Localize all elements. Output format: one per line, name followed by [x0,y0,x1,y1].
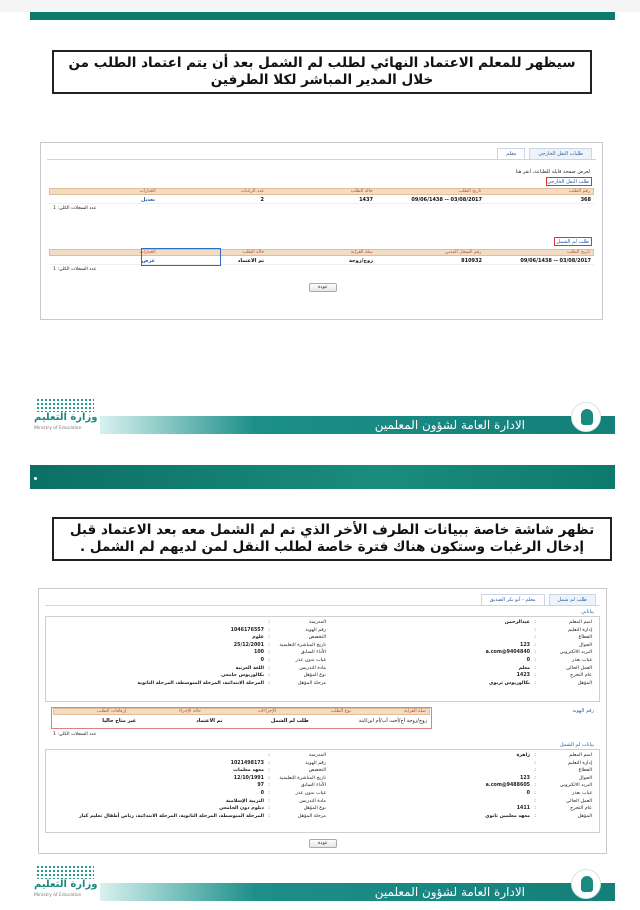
col-relationship: صلة القرابة [404,709,426,714]
field-row [66,649,326,657]
field-row [56,790,326,798]
my-data-left-column [66,619,326,687]
ministry-dots-icon [36,865,94,879]
field-separator: : [534,673,536,679]
field-separator: : [534,620,536,625]
field-row [352,767,592,775]
cell-status-approved: تم الاعتماد [237,258,264,264]
field-row [66,672,326,680]
field-value: 100 [253,650,264,656]
field-value: بكالوريوس جامعي [221,673,264,679]
field-row [56,813,326,821]
transfer-section-title: طلب النقل الخارجي [547,179,589,185]
field-label: غياب بدون عذر [295,657,326,663]
cell-status-approved: تم الاعتماد [196,718,223,724]
ministry-name-ar: وزارة التعليم [34,879,98,890]
field-label: المؤهل [577,680,592,686]
field-label: غياب بعذر [572,790,592,796]
field-value: 1423 [516,673,530,679]
table-row [49,257,594,265]
field-separator: : [268,642,270,648]
field-row [352,782,592,790]
field-separator: : [534,650,536,656]
field-row [352,619,592,627]
field-value: a.com@9404840 [485,650,530,656]
field-value: 1046176557 [230,627,264,633]
field-row [66,657,326,665]
cell-request-date: 03/08/2017 -- 09/06/1438 [520,258,591,264]
cell-wishes-count: 2 [260,197,264,203]
col-request-number: رقم الطلب [568,189,590,194]
tab-teacher[interactable]: معلم [497,148,525,159]
tab-bar [497,148,592,159]
field-label: إدارة التعليم [568,627,592,633]
field-label: عام التخرج [570,806,592,812]
field-value: 1021498173 [230,760,264,766]
col-attachments: إرفاقات الطلب [97,709,126,714]
field-row [352,665,592,673]
field-label: المدرسة [309,620,326,625]
relationship-record-count: عدد السجلات الكلي: 1 [53,732,97,737]
field-row [352,752,592,760]
field-row [56,805,326,813]
cell-relationship: زوج/زوجة [348,258,373,264]
field-row [352,657,592,665]
field-separator: : [534,657,536,663]
field-label: مرحلة المؤهل [297,680,326,686]
footer-bar [100,416,615,434]
field-row [352,790,592,798]
field-separator: : [534,790,536,796]
field-separator: : [268,775,270,781]
field-row [56,752,326,760]
col-request-type: نوع الطلب [330,709,351,714]
col-relationship: صلة القرابة [350,250,373,255]
field-value: بكالوريوس تربوي [488,680,530,686]
department-logo-icon [571,869,601,899]
ministry-name-en: Ministry of Education [34,426,82,431]
field-row [352,634,592,642]
field-label: البريد الالكتروني [559,650,592,656]
field-label: البريد الالكتروني [559,783,592,789]
field-label: نوع المؤهل [303,806,326,812]
col-wishes-count: عدد الرغبات [240,189,265,194]
field-separator: : [534,665,536,671]
field-label: التخصص [308,635,326,641]
field-row [352,775,592,783]
field-row [352,760,592,768]
field-row [66,680,326,688]
field-value: المرحلة الابتدائية، المرحلة المتوسطة، المرحلة الثانوية [137,680,264,686]
ministry-dots-icon [36,398,94,412]
table-row [49,196,594,204]
field-value: علوم [252,635,264,641]
field-label: غياب بعذر [572,657,592,663]
field-separator: : [534,813,536,819]
tab-external-transfer[interactable]: طلبات النقل الخارجي [529,148,592,159]
cell-civil-record: 810932 [461,258,482,264]
field-separator: : [534,768,536,774]
transfer-record-count: عدد السجلات الكلي: 1 [53,206,97,211]
field-value: 1411 [516,806,530,812]
field-label: العمل الحالي [566,665,592,671]
field-separator: : [268,673,270,679]
id-number-label: رقم الهوية [572,708,594,714]
field-row [56,775,326,783]
field-row [66,665,326,673]
cell-request-status: 1437 [359,197,373,203]
department-logo-icon [571,402,601,432]
cell-request-date: 03/08/2017 -- 09/06/1438 [411,197,482,203]
slide-2 [30,465,615,910]
field-row [66,642,326,650]
field-label: القطاع [578,635,592,641]
field-separator: : [268,790,270,796]
field-separator: : [268,665,270,671]
field-label: تاريخ المباشرة التعليمية [279,775,326,781]
field-row [352,627,592,635]
field-row [56,782,326,790]
field-label: غياب بدون عذر [295,790,326,796]
partner-data-left-column [56,752,326,820]
col-options: الخيارات [139,189,156,194]
field-row [352,642,592,650]
field-separator: : [534,680,536,686]
embedded-screenshot-2 [38,588,607,854]
field-separator: : [268,680,270,686]
field-separator: : [268,798,270,804]
field-label: الأداء السابق [300,650,326,656]
field-label: رقم الهوية [305,760,326,766]
field-row [352,813,592,821]
field-value: 97 [257,783,264,789]
field-separator: : [534,760,536,766]
col-options: الخيارات [139,250,156,255]
ministry-name-en: Ministry of Education [34,893,82,898]
slide-1-caption: سيظهر للمعلم الاعتماد النهائي لطلب لم الشمل بعد أن يتم اعتماد الطلب من خلال المدير المباشر لكلا الطرفين [52,50,592,94]
footer [30,412,615,440]
cell-attachments: غير متاح حاليا [102,718,137,724]
field-separator: : [534,753,536,758]
reunion-section-title: طلب لم الشمل [556,239,589,245]
col-request-date: تاريخ الطلب [458,189,482,194]
field-value: المرحلة المتوسطة، المرحلة الثانوية، المرحلة الابتدائية، رياض أطفال تعليم كبار [78,813,264,819]
field-value: معهد معلمين ثانوي [485,813,530,819]
tab-teacher-school[interactable]: معلم - أبو بكر الصديق [481,594,545,605]
field-separator: : [268,753,270,758]
footer-title: الادارة العامة لشؤون المعلمين [374,885,525,899]
field-label: نوع المؤهل [303,673,326,679]
field-row [56,798,326,806]
field-label: إدارة التعليم [568,760,592,766]
footer-bar [100,883,615,901]
col-actions: الإجراءات [257,709,276,714]
ministry-name-ar: وزارة التعليم [34,412,98,423]
field-value: التربية الإسلامية [225,798,264,804]
field-value: زاهرة [516,753,530,758]
table-row [53,717,430,725]
top-gap [0,0,640,12]
field-value: معلم [518,665,530,671]
col-action-status: حالة الإجراء [178,709,201,714]
my-data-right-column [352,619,592,687]
highlight-status-approved [141,248,221,266]
field-row [352,680,592,688]
field-value: 25/12/2001 [233,642,264,648]
field-row [66,619,326,627]
field-separator: : [268,806,270,812]
field-label: العمل الحالي [566,798,592,804]
field-separator: : [534,806,536,812]
col-civil-record: رقم السجل المدني [444,250,482,255]
field-label: المدرسة [309,753,326,758]
field-value: عبدالرحمن [504,620,530,625]
field-separator: : [534,627,536,633]
field-separator: : [268,650,270,656]
transfer-table-header [49,188,594,195]
band-dot [34,477,37,480]
relationship-table-header [53,708,430,715]
field-separator: : [534,775,536,781]
footer-title: الادارة العامة لشؤون المعلمين [374,418,525,432]
field-separator: : [534,798,536,804]
slide-2-caption: تظهر شاشة خاصة ببيانات الطرف الأخر الذي تم لم الشمل معه بعد الاعتماد قبل إدخال الرغبات وستكون هناك فترة خاصة لطلب النقل لمن لديهم لم الشمل . [52,517,612,561]
field-value: 0 [260,790,264,796]
field-label: اسم المعلم [569,620,592,625]
field-value: معهد معلمات [233,768,264,774]
field-separator: : [268,768,270,774]
tab-divider [47,159,596,160]
field-separator: : [534,783,536,789]
field-value: 123 [519,642,530,648]
partner-data-title: بيانات لم الشمل [559,742,594,748]
field-label: التخصص [308,768,326,774]
field-value: 123 [519,775,530,781]
tab-divider [45,605,600,606]
field-separator: : [268,620,270,625]
field-value: 0 [526,790,530,796]
col-request-status: حالة الطلب [242,250,265,255]
field-separator: : [534,642,536,648]
field-label: الجوال [578,642,592,648]
field-separator: : [534,635,536,641]
field-label: المؤهل [577,813,592,819]
field-separator: : [268,627,270,633]
field-value: دبلوم دون الجامعي [219,806,264,812]
field-separator: : [268,657,270,663]
cell-request-type: طلب لم الشمل [270,718,309,724]
field-row [66,627,326,635]
tab-bar [481,594,596,605]
field-row [352,798,592,806]
field-label: تاريخ المباشرة التعليمية [279,642,326,648]
reunion-table-header [49,249,594,256]
field-row [56,767,326,775]
field-separator: : [268,783,270,789]
field-value: 0 [526,657,530,663]
field-label: مرحلة المؤهل [297,813,326,819]
col-request-status: حالة الطلب [350,189,373,194]
field-separator: : [268,635,270,641]
reunion-record-count: عدد السجلات الكلي: 1 [53,267,97,272]
field-label: مادة التدريس [299,665,326,671]
field-separator: : [268,760,270,766]
field-label: الجوال [578,775,592,781]
header-band [30,12,615,20]
header-band [30,465,615,489]
print-link[interactable]: لعرض صفحة قابلة للطباعة، انقر هنا [515,169,590,175]
field-value: 12/10/1991 [233,775,264,781]
col-request-date: تاريخ الطلب [566,250,590,255]
ministry-logo [34,398,100,438]
field-row [66,634,326,642]
view-link[interactable]: عرض [141,258,155,264]
back-button[interactable]: عودة [309,839,337,848]
field-label: رقم الهوية [305,627,326,633]
cell-request-number: 368 [580,197,591,203]
edit-link[interactable]: تعديل [141,197,155,203]
field-label: مادة التدريس [299,798,326,804]
field-label: عام التخرج [570,673,592,679]
field-row [352,672,592,680]
embedded-screenshot-1 [40,142,603,320]
footer [30,879,615,907]
field-value: 0 [260,657,264,663]
tab-reunion-request[interactable]: طلب لم شمل [549,594,596,605]
field-label: القطاع [578,768,592,774]
field-row [352,805,592,813]
relationship-options[interactable]: زوج/زوجة أخ/أخت أب/أم ابن/ابنة [358,718,427,724]
field-separator: : [268,813,270,819]
field-value: a.com@9488605 [485,783,530,789]
field-label: اسم المعلم [569,753,592,758]
my-data-title: بياناتي [581,609,594,615]
field-value: اللغة العربية [235,665,264,671]
partner-data-right-column [352,752,592,820]
ministry-logo [34,865,100,905]
field-row [352,649,592,657]
field-row [56,760,326,768]
field-label: الأداء السابق [300,783,326,789]
back-button[interactable]: عودة [309,283,337,292]
slide-1 [30,12,615,450]
